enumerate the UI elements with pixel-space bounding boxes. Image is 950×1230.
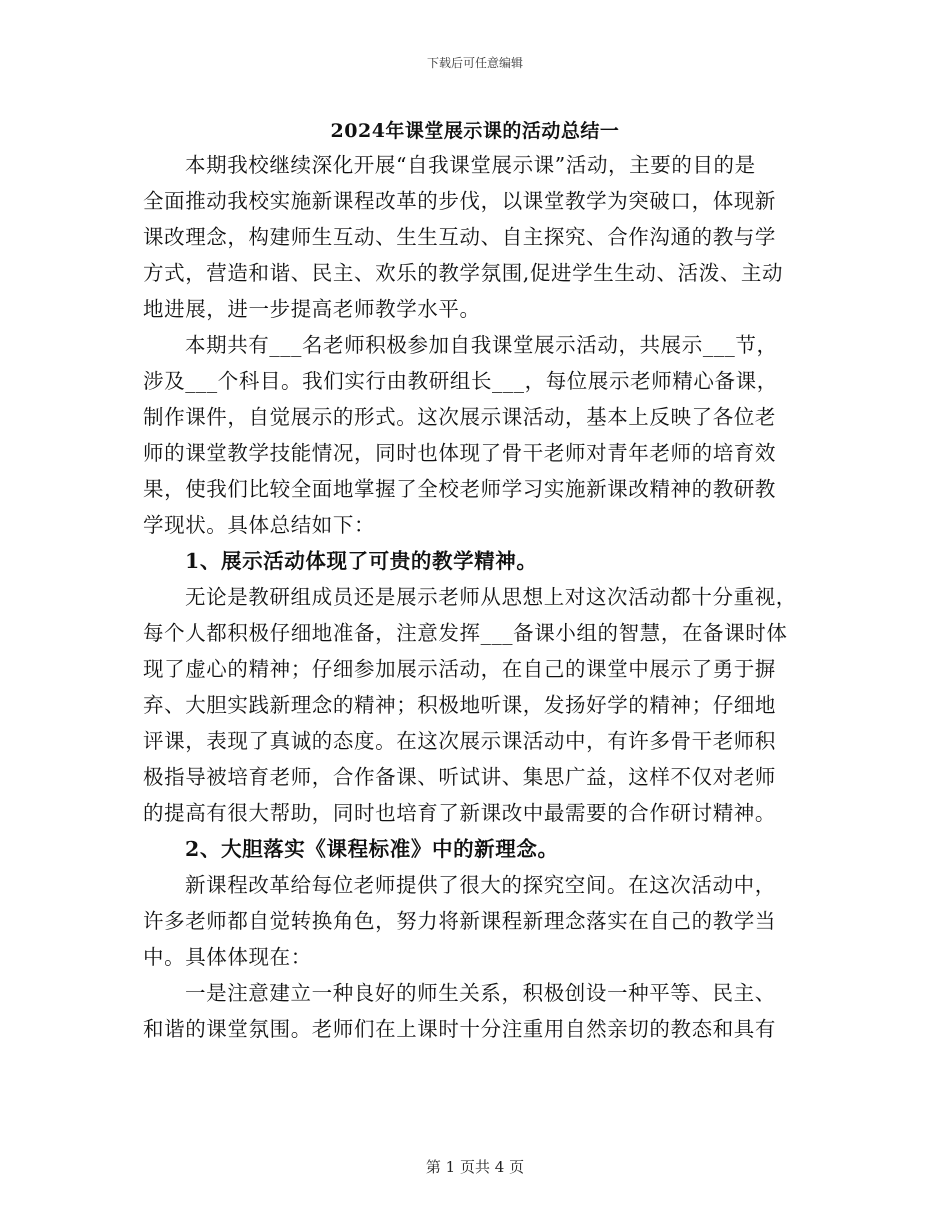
body-line: 每个人都积极仔细地准备，注意发挥___备课小组的智慧，在备课时体 (143, 621, 788, 645)
body-line: 学现状。具体总结如下： (143, 513, 376, 537)
body-line: 果，使我们比较全面地掌握了全校老师学习实施新课改精神的教研教 (143, 477, 776, 501)
body-line: 制作课件，自觉展示的形式。这次展示课活动，基本上反映了各位老 (143, 405, 776, 429)
body-line: 地进展，进一步提高老师教学水平。 (143, 297, 481, 321)
body-line: 无论是教研组成员还是展示老师从思想上对这次活动都十分重视， (185, 585, 797, 609)
body-line: 方式，营造和谐、民主、欢乐的教学氛围,促进学生生动、活泼、主动 (143, 261, 784, 285)
page-footer: 第 1 页共 4 页 (425, 1158, 525, 1176)
body-line: 弃、大胆实践新理念的精神；积极地听课，发扬好学的精神；仔细地 (143, 693, 776, 717)
body-line: 本期共有___名老师积极参加自我课堂展示活动，共展示___节， (185, 333, 778, 357)
body-line: 评课，表现了真诚的态度。在这次展示课活动中，有许多骨干老师积 (143, 729, 776, 753)
body-line: 中。具体体现在： (143, 945, 312, 969)
document-body (143, 147, 807, 1047)
body-line: 本期我校继续深化开展“自我课堂展示课”活动，主要的目的是 (185, 153, 756, 177)
body-line: 极指导被培育老师，合作备课、听试讲、集思广益，这样不仅对老师 (143, 765, 776, 789)
body-line: 的提高有很大帮助，同时也培育了新课改中最需要的合作研讨精神。 (143, 801, 776, 825)
document-title: 2024年课堂展示课的活动总结一 (330, 120, 620, 142)
body-line: 新课程改革给每位老师提供了很大的探究空间。在这次活动中， (185, 873, 776, 897)
body-line: 许多老师都自觉转换角色，努力将新课程新理念落实在自己的教学当 (143, 909, 776, 933)
body-line: 师的课堂教学技能情况，同时也体现了骨干老师对青年老师的培育效 (143, 441, 776, 465)
body-line: 和谐的课堂氛围。老师们在上课时十分注重用自然亲切的教态和具有 (143, 1017, 776, 1041)
header-note: 下载后可任意编辑 (426, 56, 523, 70)
body-line: 全面推动我校实施新课程改革的步伐，以课堂教学为突破口，体现新 (143, 189, 776, 213)
body-line: 一是注意建立一种良好的师生关系，积极创设一种平等、民主、 (185, 981, 776, 1005)
body-line: 课改理念，构建师生互动、生生互动、自主探究、合作沟通的教与学 (143, 225, 776, 249)
body-line: 现了虚心的精神；仔细参加展示活动，在自己的课堂中展示了勇于摒 (143, 657, 776, 681)
section-heading: 1、展示活动体现了可贵的教学精神。 (185, 549, 538, 573)
body-line: 涉及___个科目。我们实行由教研组长___，每位展示老师精心备课， (143, 369, 778, 393)
section-heading: 2、大胆落实《课程标准》中的新理念。 (185, 837, 559, 861)
